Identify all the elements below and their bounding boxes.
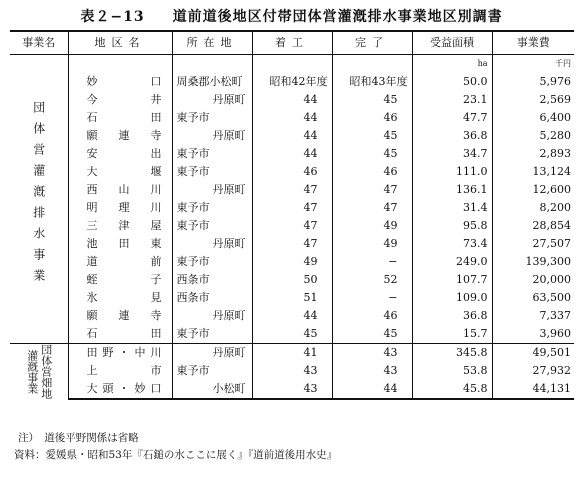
district-cell: 道前	[68, 253, 172, 271]
table-row	[10, 127, 574, 145]
header-area: 受益面積	[412, 31, 492, 55]
area-cell: 31.4	[412, 199, 492, 217]
start-cell: 44	[252, 307, 332, 325]
area-cell: 47.7	[412, 109, 492, 127]
location-cell: 東予市	[172, 199, 252, 217]
cost-cell: 5,976	[492, 73, 574, 91]
area-cell: 34.7	[412, 145, 492, 163]
district-cell: 明理川	[68, 199, 172, 217]
table-row	[10, 344, 574, 363]
location-cell: 丹原町	[172, 181, 252, 199]
unit-empty	[68, 55, 172, 74]
start-cell: 44	[252, 127, 332, 145]
location-cell: 東予市	[172, 217, 252, 235]
district-cell: 三津屋	[68, 217, 172, 235]
table-row	[10, 380, 574, 399]
area-cell: 136.1	[412, 181, 492, 199]
start-cell: 43	[252, 362, 332, 380]
start-cell: 47	[252, 235, 332, 253]
cost-cell: 6,400	[492, 109, 574, 127]
location-cell: 丹原町	[172, 91, 252, 109]
cost-cell: 3,960	[492, 325, 574, 344]
project-name-cell	[10, 55, 68, 344]
table-row	[10, 235, 574, 253]
area-cell: 23.1	[412, 91, 492, 109]
start-cell: 44	[252, 145, 332, 163]
area-cell: 111.0	[412, 163, 492, 181]
end-cell: 47	[332, 199, 412, 217]
survey-table	[10, 30, 574, 400]
location-cell: 西条市	[172, 289, 252, 307]
end-cell: 47	[332, 181, 412, 199]
end-cell: 44	[332, 380, 412, 399]
area-cell: 95.8	[412, 217, 492, 235]
district-cell: 田野・中川	[68, 344, 172, 363]
cost-cell: 49,501	[492, 344, 574, 363]
district-cell: 上市	[68, 362, 172, 380]
district-cell: 大堰	[68, 163, 172, 181]
table-row	[10, 325, 574, 344]
end-cell: 45	[332, 325, 412, 344]
location-cell: 丹原町	[172, 235, 252, 253]
end-cell: 43	[332, 362, 412, 380]
start-cell: 47	[252, 181, 332, 199]
table-title	[0, 6, 583, 26]
location-cell: 東予市	[172, 145, 252, 163]
district-cell: 大頭・妙口	[68, 380, 172, 399]
district-cell: 池田東	[68, 235, 172, 253]
location-cell: 丹原町	[172, 307, 252, 325]
table-row	[10, 289, 574, 307]
area-cell: 109.0	[412, 289, 492, 307]
cost-cell: 27,932	[492, 362, 574, 380]
district-cell: 氷見	[68, 289, 172, 307]
district-cell: 今井	[68, 91, 172, 109]
end-cell: 45	[332, 127, 412, 145]
start-cell: 44	[252, 109, 332, 127]
district-cell: 西山川	[68, 181, 172, 199]
cost-cell: 20,000	[492, 271, 574, 289]
district-cell: 妙口	[68, 73, 172, 91]
cost-cell: 28,854	[492, 217, 574, 235]
start-cell: 50	[252, 271, 332, 289]
location-cell: 西条市	[172, 271, 252, 289]
unit-empty	[332, 55, 412, 74]
header-cost: 事業費	[492, 31, 574, 55]
header-row	[10, 31, 574, 55]
end-cell: 49	[332, 217, 412, 235]
start-cell: 51	[252, 289, 332, 307]
notes	[14, 430, 337, 464]
location-cell: 丹原町	[172, 127, 252, 145]
area-cell: 36.8	[412, 307, 492, 325]
note-text: 注） 道後平野関係は省略	[18, 432, 139, 444]
header-project: 事業名	[10, 31, 68, 55]
cost-cell: 13,124	[492, 163, 574, 181]
location-cell: 小松町	[172, 380, 252, 399]
end-cell: −	[332, 289, 412, 307]
cost-cell: 2,569	[492, 91, 574, 109]
source-text: 資料：愛媛県・昭和53年『石鎚の水ここに展く』『道前道後用水史』	[14, 449, 338, 461]
location-cell: 丹原町	[172, 344, 252, 363]
end-cell: 46	[332, 109, 412, 127]
start-cell: 46	[252, 163, 332, 181]
area-cell: 345.8	[412, 344, 492, 363]
cost-cell: 27,507	[492, 235, 574, 253]
area-cell: 36.8	[412, 127, 492, 145]
end-cell: 52	[332, 271, 412, 289]
location-cell: 周桑郡小松町	[172, 73, 252, 91]
project-name-col2: 灌漑事業	[25, 349, 39, 394]
end-cell: 45	[332, 91, 412, 109]
area-cell: 45.8	[412, 380, 492, 399]
project-name-col1: 団体営畑地	[39, 344, 53, 399]
start-cell: 44	[252, 91, 332, 109]
project-name-cell	[10, 344, 68, 400]
location-cell: 東予市	[172, 109, 252, 127]
start-cell: 41	[252, 344, 332, 363]
area-cell: 53.8	[412, 362, 492, 380]
cost-cell: 63,500	[492, 289, 574, 307]
end-cell: −	[332, 253, 412, 271]
cost-cell: 44,131	[492, 380, 574, 399]
location-cell: 東予市	[172, 325, 252, 344]
table-row	[10, 362, 574, 380]
table-row	[10, 307, 574, 325]
unit-area: ha	[412, 55, 492, 74]
end-cell: 43	[332, 344, 412, 363]
end-cell: 昭和43年度	[332, 73, 412, 91]
area-cell: 107.7	[412, 271, 492, 289]
project-name: 団体営灌漑排水事業	[31, 101, 46, 290]
table-row	[10, 199, 574, 217]
cost-cell: 2,893	[492, 145, 574, 163]
table-row	[10, 271, 574, 289]
district-cell: 願連寺	[68, 127, 172, 145]
end-cell: 49	[332, 235, 412, 253]
start-cell: 47	[252, 199, 332, 217]
table-row	[10, 217, 574, 235]
location-cell: 東予市	[172, 163, 252, 181]
start-cell: 43	[252, 380, 332, 399]
group2-body	[10, 344, 574, 400]
start-cell: 47	[252, 217, 332, 235]
start-cell: 45	[252, 325, 332, 344]
district-cell: 安出	[68, 145, 172, 163]
district-cell: 蛭子	[68, 271, 172, 289]
end-cell: 46	[332, 163, 412, 181]
area-cell: 73.4	[412, 235, 492, 253]
area-cell: 249.0	[412, 253, 492, 271]
unit-empty	[172, 55, 252, 74]
table-row	[10, 145, 574, 163]
area-cell: 15.7	[412, 325, 492, 344]
table-row	[10, 181, 574, 199]
header-start: 着工	[252, 31, 332, 55]
unit-cost: 千円	[492, 55, 574, 74]
table-number: 表２−13	[80, 9, 145, 25]
table-row	[10, 91, 574, 109]
district-cell: 願連寺	[68, 307, 172, 325]
cost-cell: 7,337	[492, 307, 574, 325]
start-cell: 49	[252, 253, 332, 271]
location-cell: 東予市	[172, 253, 252, 271]
cost-cell: 5,280	[492, 127, 574, 145]
cost-cell: 8,200	[492, 199, 574, 217]
unit-row	[10, 55, 574, 74]
cost-cell: 12,600	[492, 181, 574, 199]
header-end: 完了	[332, 31, 412, 55]
start-cell: 昭和42年度	[252, 73, 332, 91]
district-cell: 石田	[68, 325, 172, 344]
cost-cell: 139,300	[492, 253, 574, 271]
unit-empty	[252, 55, 332, 74]
header-district: 地区名	[68, 31, 172, 55]
table-row	[10, 109, 574, 127]
header-location: 所在地	[172, 31, 252, 55]
table-row	[10, 73, 574, 91]
group1-body	[10, 55, 574, 344]
table-title-text: 道前道後地区付帯団体営灌漑排水事業地区別調書	[172, 9, 503, 25]
table-row	[10, 163, 574, 181]
table-row	[10, 253, 574, 271]
location-cell: 東予市	[172, 362, 252, 380]
end-cell: 45	[332, 145, 412, 163]
end-cell: 46	[332, 307, 412, 325]
district-cell: 石田	[68, 109, 172, 127]
area-cell: 50.0	[412, 73, 492, 91]
